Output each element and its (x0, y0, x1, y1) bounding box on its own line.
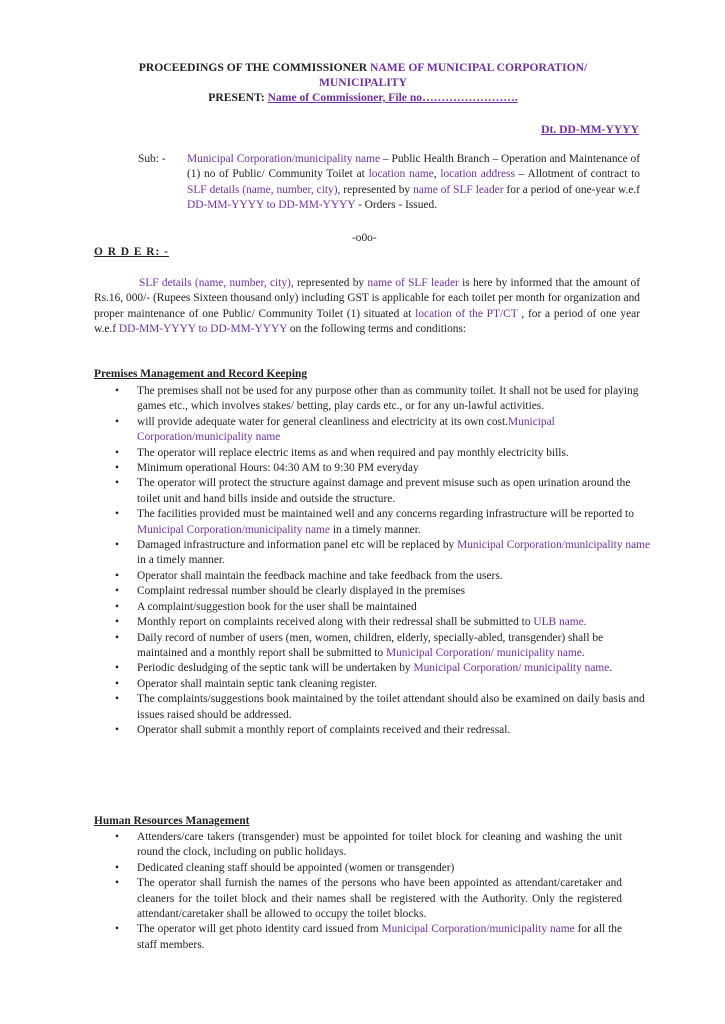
title-text: PROCEEDINGS OF THE COMMISSIONER (138, 61, 371, 74)
subject-block (138, 152, 640, 214)
subject-text: Municipal Corporation/municipality name – Public Health Branch – Operation and Maintenance of (1) no of Public/ Community Toilet at location name, location address – Allotment of contract to SLF details (name, number, city), represented by name of SLF leader for a period of one-year w.e.f DD-MM-YYYY to DD-MM-YYYY - Orders - Issued. (187, 153, 640, 212)
item-text: in a timely manner. (137, 554, 225, 567)
hr-list (94, 830, 622, 953)
item-text: . (581, 646, 585, 659)
hr-section-heading: Human Resources Management (94, 815, 250, 827)
list-item (94, 446, 654, 461)
placeholder-text: Municipal Corporation/municipality name (381, 923, 575, 936)
list-item (94, 692, 654, 723)
present-line (94, 90, 632, 105)
item-text: The premises shall not be used for any purpose other than as community toilet. It shall not be used for playing games etc., which involves stakes/ betting, play cards etc., or for any un-lawful activities. (137, 385, 639, 413)
commissioner-placeholder: Name of Commissioner, File no……………………. (267, 91, 518, 104)
placeholder-text: Municipal Corporation/ municipality name (385, 646, 582, 659)
premises-section-heading: Premises Management and Record Keeping (94, 368, 308, 380)
list-item (94, 584, 654, 599)
item-text: The operator will get photo identity card issued from (137, 923, 382, 936)
placeholder-text: ULB name (533, 616, 584, 629)
list-item (94, 631, 654, 662)
item-text: Attenders/care takers (transgender) must be appointed for toilet block for cleaning and washing the unit round the clock, including on public holidays. (137, 831, 622, 859)
subject-label: Sub: - (138, 153, 166, 165)
placeholder-text: Municipal Corporation/municipality name (457, 539, 651, 552)
item-text: The complaints/suggestions book maintained by the toilet attendant should also be examined on daily basis and issues raised should be addressed. (137, 693, 645, 721)
premises-list (94, 384, 654, 738)
list-item (94, 415, 654, 446)
item-text: Operator shall submit a monthly report of complaints received and their redressal. (137, 723, 511, 736)
list-item (94, 861, 622, 876)
item-text: Operator shall maintain the feedback machine and take feedback from the users. (137, 569, 503, 582)
list-item (94, 615, 654, 630)
list-item (94, 569, 654, 584)
item-text: in a timely manner. (329, 523, 421, 536)
list-item (94, 723, 654, 738)
list-item (94, 661, 654, 676)
date-line: Dt. DD-MM-YYYY (541, 123, 639, 136)
item-text: Operator shall maintain septic tank cleaning register. (137, 677, 378, 690)
item-text: A complaint/suggestion book for the user shall be maintained (137, 600, 417, 613)
list-item (94, 876, 622, 922)
item-text: Damaged infrastructure and information panel etc will be replaced by (137, 539, 458, 552)
list-item (94, 600, 654, 615)
separator: -o0o- (352, 232, 377, 244)
item-text: The facilities provided must be maintained well and any concerns regarding infrastructure will be reported to (137, 508, 634, 521)
proceedings-title (94, 60, 632, 90)
placeholder-text: Municipal Corporation/municipality name (137, 523, 330, 536)
order-paragraph: SLF details (name, number, city), represented by name of SLF leader is here by informed that the amount of Rs.16, 000/- (Rupees Sixteen thousand only) including GST is applicable for each toilet per month for organization and proper maintenance of one Public/ Community Toilet (1) situated at location of the PT/CT , for a period of one year w.e.f DD-MM-YYYY to DD-MM-YYYY on the following terms and conditions: (94, 277, 640, 336)
item-text: Complaint redressal number should be clearly displayed in the premises (137, 585, 466, 598)
list-item (94, 384, 654, 415)
item-text: will provide adequate water for general cleanliness and electricity at its own cost. (137, 415, 509, 428)
item-text: Periodic desludging of the septic tank will be undertaken by (137, 662, 414, 675)
list-item (94, 507, 654, 538)
placeholder-text: Municipal Corporation/municipality name (137, 415, 555, 444)
item-text: The operator shall furnish the names of the persons who have been appointed as attendant/caretaker and cleaners for the toilet block and their names shall be registered with the Authority. Only the registered attendant/caretaker shall be allowed to occupy the toilet blocks. (137, 877, 622, 921)
list-item (94, 830, 622, 861)
municipality-placeholder: NAME OF MUNICIPAL CORPORATION/ MUNICIPALITY (318, 61, 588, 89)
placeholder-text: Municipal Corporation/ municipality name (413, 662, 610, 675)
item-text: The operator will protect the structure against damage and prevent misuse such as open urination around the toilet unit and hand bills inside and outside the structure. (137, 477, 631, 505)
order-heading: O R D E R: - (94, 246, 169, 258)
item-text: . (609, 662, 613, 675)
item-text: for all the staff members. (137, 923, 622, 951)
list-item (94, 461, 654, 476)
list-item (94, 476, 654, 507)
item-text: The operator will replace electric items as and when required and pay monthly electricity bills. (137, 446, 569, 459)
list-item (94, 677, 654, 692)
list-item (94, 538, 654, 569)
item-text: . (583, 616, 587, 629)
item-text: Minimum operational Hours: 04:30 AM to 9:30 PM everyday (137, 462, 419, 475)
item-text: Daily record of number of users (men, women, children, elderly, specially-abled, transgender) shall be maintained and a monthly report shall be submitted to (137, 631, 604, 659)
item-text: Dedicated cleaning staff should be appointed (women or transgender) (137, 861, 455, 874)
list-item (94, 922, 622, 953)
present-label: PRESENT: (208, 91, 268, 104)
item-text: Monthly report on complaints received along with their redressal shall be submitted to (137, 616, 534, 629)
